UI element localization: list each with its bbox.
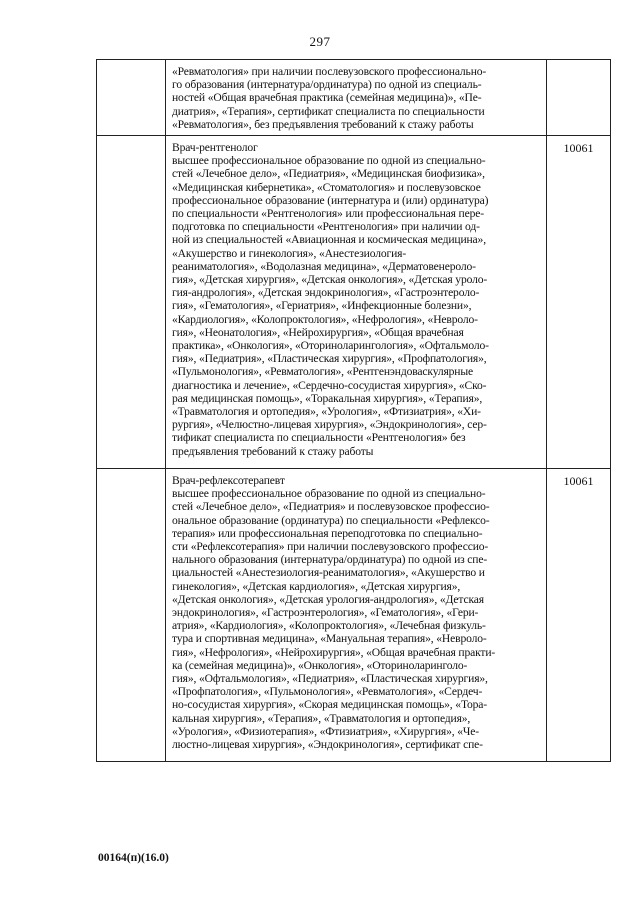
text-line: по специальности «Рентгенология» или профессиональная пере- xyxy=(172,207,484,221)
text-line: «Кардиология», «Колопроктология», «Нефрология», «Невроло- xyxy=(172,312,478,326)
text-line: «Урология», «Физиотерапия», «Фтизиатрия», «Хирургия», «Че- xyxy=(172,724,479,738)
text-line: стей «Лечебное дело», «Педиатрия», «Медицинская биофизика», xyxy=(172,167,485,181)
text-line: «Акушерство и гинекология», «Анестезиология- xyxy=(172,246,407,260)
text-line: высшее профессиональное образование по одной из специально- xyxy=(172,487,486,501)
text-line: терапия» или профессиональная переподготовка по специально- xyxy=(172,526,483,540)
position-code xyxy=(547,60,610,65)
text-line: эндокринология», «Гастроэнтерология», «Гематология», «Гери- xyxy=(172,605,479,619)
text-line: рургия», «Челюстно-лицевая хирургия», «Эндокринология», сер- xyxy=(172,418,487,432)
empty-cell xyxy=(97,60,166,136)
text-line: диагностика и лечение», «Сердечно-сосудистая хирургия», «Ско- xyxy=(172,378,487,392)
text-line: «Профпатология», «Пульмонология», «Ревматология», «Сердеч- xyxy=(172,685,483,699)
text-line: высшее профессиональное образование по одной из специально- xyxy=(172,154,486,168)
text-line: «Пульмонология», «Ревматология», «Рентгенэндоваскулярные xyxy=(172,365,473,379)
qualification-table xyxy=(96,59,611,762)
text-line: стей «Лечебное дело», «Педиатрия» и послевузовское профессио- xyxy=(172,500,490,514)
empty-cell xyxy=(97,136,166,469)
text-line: циальностей «Анестезиология-реаниматология», «Акушерство и xyxy=(172,566,485,580)
empty-cell xyxy=(97,468,166,761)
text-line: практика», «Онкология», «Оториноларингология», «Офтальмоло- xyxy=(172,339,489,353)
position-code: 10061 xyxy=(563,141,594,156)
text-line: подготовка по специальности «Рентгенология» при наличии од- xyxy=(172,220,480,234)
table-row xyxy=(97,468,611,761)
text-line: «Ревматология» при наличии послевузовского профессионально- xyxy=(172,65,487,78)
text-line: тификат специалиста по специальности «Рентгенология» без xyxy=(172,431,466,445)
position-title: Врач-рентгенолог xyxy=(172,141,258,155)
text-line: гия», «Нефрология», «Нейрохирургия», «Общая врачебная практи- xyxy=(172,645,496,659)
text-line: атрия», «Кардиология», «Колопроктология», «Лечебная физкуль- xyxy=(172,619,486,633)
text-line: го образования (интернатура/ординатура) по одной из специаль- xyxy=(172,78,482,92)
page-number: 297 xyxy=(309,34,331,49)
code-cell xyxy=(547,136,611,469)
position-code: 10061 xyxy=(563,473,594,488)
text-line: рая медицинская помощь», «Торакальная хирургия», «Терапия», xyxy=(172,391,483,405)
text-line: профессиональное образование (интернатура и (или) ординатура) xyxy=(172,193,489,207)
requirements-cell xyxy=(166,136,547,469)
text-line: гия», «Гематология», «Гериатрия», «Инфекционные болезни», xyxy=(172,299,472,313)
document-code: 00164(п)(16.0) xyxy=(98,852,169,864)
text-line: диатрия», «Терапия», сертификат специалиста по специальности xyxy=(172,104,485,118)
text-line: предъявления требований к стажу работы xyxy=(172,444,374,458)
text-line: ка (семейная медицина)», «Онкология», «Оториноларинголо- xyxy=(172,658,468,672)
text-line: ностей «Общая врачебная практика (семейная медицина)», «Пе- xyxy=(172,91,482,105)
requirements-cell xyxy=(166,60,547,136)
table-row xyxy=(97,136,611,469)
requirements-cell xyxy=(166,468,547,761)
text-line: люстно-лицевая хирургия», «Эндокринология», сертификат спе- xyxy=(172,737,483,751)
code-cell xyxy=(547,60,611,136)
text-line: гинекология», «Детская кардиология», «Детская хирургия», xyxy=(172,579,461,593)
position-title: Врач-рефлексотерапевт xyxy=(172,473,285,487)
text-line: гия», «Детская хирургия», «Детская онкология», «Детская уроло- xyxy=(172,273,488,287)
text-line: сти «Рефлексотерапия» при наличии послевузовского профессио- xyxy=(172,539,489,553)
text-line: гия», «Офтальмология», «Педиатрия», «Пластическая хирургия», xyxy=(172,671,488,685)
text-line: ной из специальностей «Авиационная и космическая медицина», xyxy=(172,233,486,247)
text-line: «Травматология и ортопедия», «Урология», «Фтизиатрия», «Хи- xyxy=(172,405,481,419)
text-line: гия-андрология», «Детская эндокринология», «Гастроэнтероло- xyxy=(172,286,480,300)
text-line: но-сосудистая хирургия», «Скорая медицинская помощь», «Тора- xyxy=(172,698,488,712)
text-line: гия», «Педиатрия», «Пластическая хирургия», «Профпатология», xyxy=(172,352,487,366)
text-line: кальная хирургия», «Терапия», «Травматология и ортопедия», xyxy=(172,711,471,725)
text-line: гия», «Неонатология», «Нейрохирургия», «Общая врачебная xyxy=(172,325,464,339)
text-line: «Медицинская кибернетика», «Стоматология» и послевузовское xyxy=(172,180,481,194)
text-line: «Ревматология», без предъявления требований к стажу работы xyxy=(172,117,474,131)
text-line: нального образования (интернатура/ординатура) по одной из спе- xyxy=(172,553,488,567)
text-line: «Детская онкология», «Детская урология-андрология», «Детская xyxy=(172,592,484,606)
text-line: реаниматология», «Водолазная медицина», «Дерматовенероло- xyxy=(172,259,476,273)
text-line: тура и спортивная медицина», «Мануальная терапия», «Невроло- xyxy=(172,632,487,646)
code-cell xyxy=(547,468,611,761)
table-row xyxy=(97,60,611,136)
text-line: ональное образование (ординатура) по специальности «Рефлексо- xyxy=(172,513,490,527)
